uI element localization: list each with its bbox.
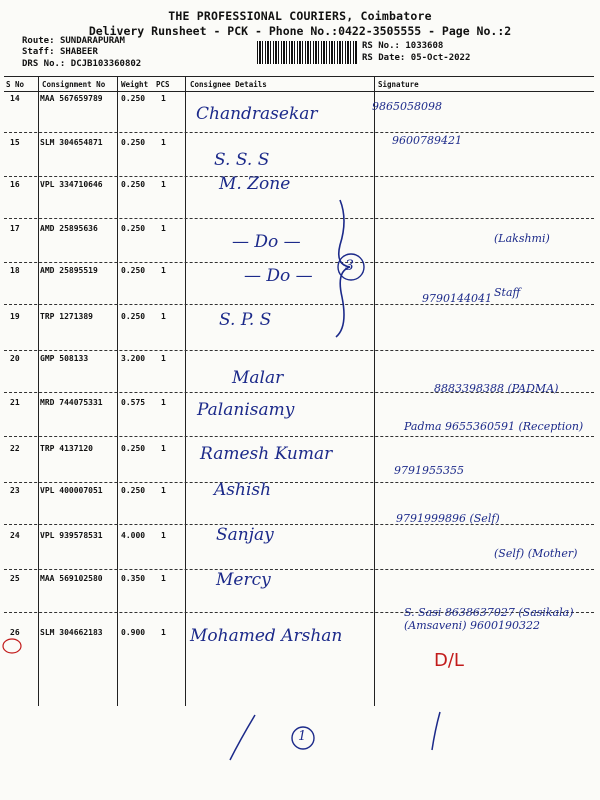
cell-weight: 0.250 [121,138,146,147]
cell-pcs: 1 [161,266,166,275]
cell-weight: 0.350 [121,574,146,583]
cell-pcs: 1 [161,531,166,540]
cell-weight: 0.250 [121,266,146,275]
cell-consignee: Mohamed Arshan [190,626,343,646]
route-label: Route: [22,36,55,46]
cell-signature: (Self) (Mother) [494,547,578,560]
cell-consignee: — Do — [244,266,313,286]
cell-sno: 17 [10,224,20,233]
cell-weight: 3.200 [121,354,146,363]
cell-signature: 9600789421 [392,134,462,147]
staff-value: SHABEER [59,47,98,57]
cell-consignee: — Do — [232,232,301,252]
cell-pcs: 1 [161,398,166,407]
cell-consignee: M. Zone [219,174,291,194]
cell-consignment: VPL 939578531 [40,531,103,540]
cell-consignment: MRD 744075331 [40,398,103,407]
cell-sno: 21 [10,398,20,407]
cell-weight: 0.575 [121,398,146,407]
page-mark: 1 [298,729,307,744]
cell-weight: 4.000 [121,531,146,540]
cell-signature: 9790144041 [422,292,492,305]
cell-consignee: Sanjay [216,525,274,545]
cell-consignee: S. S. S [214,150,270,170]
cell-consignment: MAA 567659789 [40,94,103,103]
rs-date-value: 05-Oct-2022 [410,53,471,63]
cell-consignment: MAA 569102580 [40,574,103,583]
pen-stroke [432,712,440,750]
pen-stroke [230,715,255,760]
col-weight: Weight [121,80,149,89]
cell-sno: 19 [10,312,20,321]
cell-consignee: Chandrasekar [196,104,318,124]
col-signature: Signature [378,80,419,89]
cell-signature: Padma 9655360591 (Reception) [404,420,584,433]
cell-sno: 14 [10,94,20,103]
cell-signature: S. Sasi 8638637027 (Sasikala) (Amsaveni) 9600190322 [404,606,574,632]
cell-signature: 9791999896 (Self) [396,512,500,525]
drs-value: DCJB103360802 [70,59,142,69]
cell-consignment: TRP 1271389 [40,312,93,321]
cell-weight: 0.250 [121,444,146,453]
drs-label: DRS No.: [22,59,66,69]
red-circle-mark [3,639,21,653]
cell-pcs: 1 [161,574,166,583]
col-sno: S No [6,80,25,89]
cell-sno: 15 [10,138,20,147]
cell-consignee: Malar [232,368,284,388]
cell-signature: 8883398388 (PADMA) [434,382,559,395]
cell-weight: 0.250 [121,94,146,103]
cell-sno: 23 [10,486,20,495]
cell-signature: 9791955355 [394,464,464,477]
cell-signature: (Lakshmi) [494,232,550,245]
cell-signature: Staff [494,286,521,299]
cell-sno: 25 [10,574,20,583]
cell-weight: 0.900 [121,628,146,637]
cell-sno: 24 [10,531,20,540]
cell-consignment: SLM 304662183 [40,628,103,637]
cell-consignee: S. P. S [219,310,272,330]
cell-signature: D/L [434,650,464,671]
cell-weight: 0.250 [121,224,146,233]
runsheet-title: Delivery Runsheet - PCK - Phone No.:0422-3505555 - Page No.:2 [88,24,512,38]
cell-pcs: 1 [161,312,166,321]
cell-consignment: VPL 400007051 [40,486,103,495]
cell-pcs: 1 [161,486,166,495]
col-consignment: Consignment No [42,80,106,89]
rs-date-label: RS Date: [362,53,406,63]
cell-consignment: AMD 25895519 [40,266,98,275]
cell-pcs: 1 [161,138,166,147]
cell-pcs: 1 [161,628,166,637]
cell-consignee: Mercy [216,570,271,590]
cell-sno: 20 [10,354,20,363]
col-pcs: PCS [156,80,170,89]
cell-sno: 18 [10,266,20,275]
col-consignee: Consignee Details [190,80,267,89]
cell-pcs: 1 [161,354,166,363]
cell-consignee: Ramesh Kumar [200,444,333,464]
staff-label: Staff: [22,47,55,57]
cell-pcs: 1 [161,180,166,189]
cell-pcs: 1 [161,444,166,453]
rs-no-value: 1033608 [405,41,444,51]
cell-weight: 0.250 [121,180,146,189]
cell-consignment: VPL 334710646 [40,180,103,189]
cell-consignment: TRP 4137120 [40,444,93,453]
company-name: THE PROFESSIONAL COURIERS, Coimbatore [168,9,432,23]
bracket-count: 3 [345,258,354,274]
cell-consignment: GMP 508133 [40,354,89,363]
route-value: SUNDARAPURAM [59,36,125,46]
cell-sno: 22 [10,444,20,453]
cell-consignment: SLM 304654871 [40,138,103,147]
cell-consignee: Palanisamy [197,400,295,420]
cell-weight: 0.250 [121,312,146,321]
cell-consignment: AMD 25895636 [40,224,98,233]
cell-sno: 16 [10,180,20,189]
cell-signature: 9865058098 [372,100,442,113]
cell-weight: 0.250 [121,486,146,495]
cell-pcs: 1 [161,94,166,103]
cell-consignee: Ashish [214,480,272,500]
cell-pcs: 1 [161,224,166,233]
rs-no-label: RS No.: [362,41,400,51]
cell-sno: 26 [10,628,20,637]
